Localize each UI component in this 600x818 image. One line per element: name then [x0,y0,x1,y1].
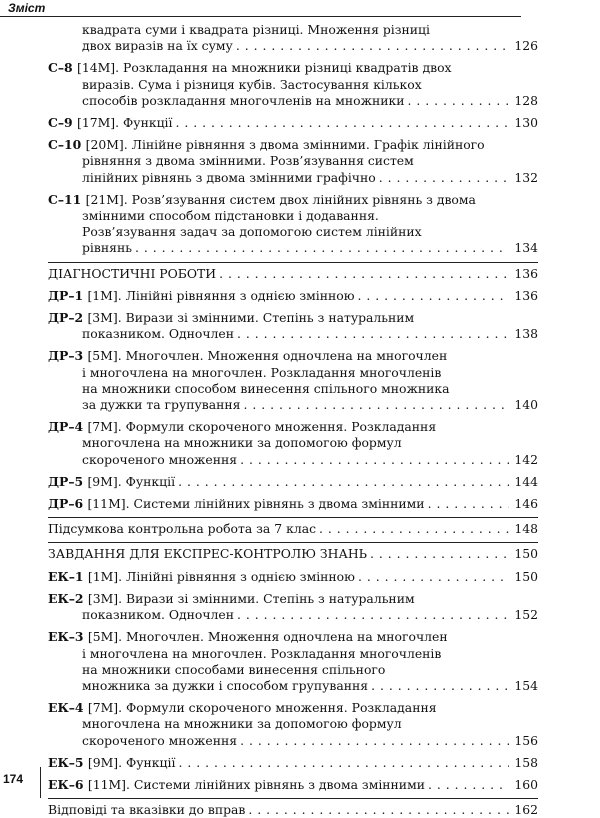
toc-entry-text: показником. Одночлен [82,326,235,342]
toc-entry-line [48,700,538,716]
toc-entry-text: ДР–5 [9М]. Функції [48,473,176,489]
page-number: 174 [3,772,24,786]
toc-page-number: 148 [514,521,538,537]
toc-entry-last-line [48,755,538,771]
leader-dots [240,452,509,468]
section-divider [48,517,538,518]
toc-page-number: 140 [514,397,538,413]
toc-entry-text: [5М]. Многочлен. Множення одночлена на многочлен [87,348,448,364]
toc-entry-last-line [48,170,538,186]
toc-entry-text: ЗАВДАННЯ ДЛЯ ЕКСПРЕС-КОНТРОЛЮ ЗНАНЬ [48,546,367,562]
leader-dots [237,607,509,623]
toc-entry [48,348,538,413]
toc-entry-last-line [48,678,538,694]
toc-entry-text: ДР–6 [11М]. Системи лінійних рівнянь з двома змінними [48,496,425,512]
leader-dots [175,115,509,131]
toc-entry-code: С–9 [48,115,77,131]
toc-page-number: 162 [514,802,538,818]
toc-entry [48,700,538,749]
leader-dots [178,755,509,771]
toc-page-number: 134 [514,240,538,256]
toc-entry-line: змінними способом підстановки і додавання. [82,208,379,224]
toc-page-number: 158 [514,754,538,770]
toc-entry-text: множника за дужки і способом групування [82,677,369,693]
toc-entry-line: виразів. Сума і різниця кубів. Застосування кількох [82,76,422,92]
toc-entry [48,777,538,793]
toc-entry-line [48,419,538,435]
toc-entry [48,115,538,131]
leader-dots [178,474,509,490]
toc-entry-last-line [48,521,538,537]
toc-entry-text: [3М]. Вирази зі змінними. Степінь з натуральним [87,310,415,326]
leader-dots [319,521,509,537]
toc-entry [48,474,538,490]
toc-entry-text: Відповіді та вказівки до вправ [48,802,246,818]
toc-entry-code: С–10 [48,137,86,153]
toc-entry [48,546,538,562]
toc-page-number: 154 [514,677,538,693]
toc-entry-line: Розв’язування задач за допомогою систем лінійних [82,224,422,240]
leader-dots [428,777,509,793]
toc-entry-line [48,629,538,645]
toc-entry-last-line [48,452,538,468]
toc-page-number: 156 [514,732,538,748]
toc-entry-line: многочлена на множники за допомогою формул [82,716,402,732]
toc-entry-last-line [48,38,538,54]
toc-entry-text: скороченого множення [82,732,238,748]
toc-entry-code: ДР–2 [48,310,88,326]
toc-entry-text: [20М]. Лінійне рівняння з двома змінними. Графік лінійного [85,137,485,153]
toc-page-number: 130 [514,115,538,131]
leader-dots [428,496,509,512]
toc-page-number: 128 [514,92,538,108]
toc-entry-line: на множники способом винесення спільного множника [82,380,450,396]
toc-entry-last-line [48,240,538,256]
toc-entry-text: С–9 [17М]. Функції [48,115,173,131]
toc-entry-code: ДР–1 [48,287,88,303]
toc-entry-code: ЕК–6 [48,776,88,792]
toc-entry-line [48,348,538,364]
toc-entry [48,802,538,818]
toc-entry [48,591,538,623]
toc-entry-line [48,591,538,607]
toc-entry-last-line [48,397,538,413]
toc-entry-last-line [48,569,538,585]
leader-dots [236,38,509,54]
toc-entry-text: [5М]. Многочлен. Множення одночлена на многочлен [87,629,448,645]
toc-entry-code: С–11 [48,191,86,207]
leader-dots [237,326,509,342]
toc-entry [48,137,538,186]
toc-entry-line [48,60,538,76]
table-of-contents [48,22,538,818]
section-divider [48,262,538,263]
toc-entry [48,288,538,304]
toc-entry-text: [21М]. Розв’язування систем двох лінійних рівнянь з двома [85,191,476,207]
toc-page-number: 144 [514,473,538,489]
toc-entry-line: рівняння з двома змінними. Розв’язування систем [82,153,414,169]
toc-page-number: 152 [514,607,538,623]
toc-entry-code: ДР–5 [48,473,88,489]
toc-entry [48,419,538,468]
toc-entry-line: многочлена на множники за допомогою формул [82,435,402,451]
leader-dots [248,802,509,818]
toc-page-number: 142 [514,451,538,467]
toc-entry-line [48,310,538,326]
toc-entry-text: двох виразів на їх суму [82,38,233,54]
toc-entry-text: ЕК–1 [1М]. Лінійні рівняння з однією змінною [48,568,355,584]
toc-entry-last-line [48,546,538,562]
leader-dots [408,93,509,109]
toc-page-number: 146 [514,496,538,512]
toc-entry-last-line [48,802,538,818]
toc-entry [48,310,538,342]
toc-entry-code: ДР–3 [48,348,88,364]
toc-entry-last-line [48,266,538,282]
footer-rule [40,767,41,798]
toc-entry-text: ЕК–5 [9М]. Функції [48,754,176,770]
toc-entry-text: скороченого множення [82,451,238,467]
toc-entry-last-line [48,115,538,131]
toc-entry-line: і многочлена на многочлен. Розкладання многочленів [82,645,442,661]
toc-entry-line: на множники способами винесення спільного [82,661,386,677]
leader-dots [370,546,509,562]
toc-entry-line [48,192,538,208]
toc-entry [48,755,538,771]
toc-page-number: 160 [514,776,538,792]
toc-entry-text: [14М]. Розкладання на множники різниці квадратів двох [77,60,452,76]
leader-dots [243,397,509,413]
toc-page-number: 138 [514,326,538,342]
running-head-title: Зміст [8,1,46,15]
toc-entry-code: ЕК–5 [48,754,88,770]
toc-entry [48,266,538,282]
toc-entry [48,192,538,257]
toc-entry-text: показником. Одночлен [82,607,235,623]
leader-dots [379,170,509,186]
toc-entry-text: лінійних рівнянь з двома змінними графічно [82,169,376,185]
toc-entry-last-line [48,607,538,623]
toc-page-number: 132 [514,169,538,185]
toc-entry-last-line [48,474,538,490]
toc-entry-text: Підсумкова контрольна робота за 7 клас [48,521,317,537]
toc-entry-last-line [48,288,538,304]
toc-entry [48,496,538,512]
toc-entry-last-line [48,93,538,109]
toc-entry-code: ДР–6 [48,496,88,512]
header-rule [0,16,521,17]
toc-entry-code: С–8 [48,60,77,76]
toc-entry-text: ДІАГНОСТИЧНІ РОБОТИ [48,265,217,281]
toc-entry-text: [7М]. Формули скороченого множення. Розкладання [87,700,437,716]
toc-page-number: 150 [514,568,538,584]
toc-entry [48,629,538,694]
leader-dots [219,266,509,282]
toc-entry [48,60,538,109]
toc-page-number: 150 [514,546,538,562]
leader-dots [240,733,509,749]
toc-page-number: 136 [514,287,538,303]
section-divider [48,798,538,799]
toc-entry [48,569,538,585]
toc-entry-line [48,137,538,153]
toc-page-number: 136 [514,265,538,281]
toc-entry-text: за дужки та групування [82,397,241,413]
toc-entry-code: ДР–4 [48,419,88,435]
toc-entry [48,521,538,537]
section-divider [48,542,538,543]
leader-dots [135,240,509,256]
toc-entry-last-line [48,777,538,793]
toc-entry-code: ЕК–1 [48,568,88,584]
leader-dots [358,569,509,585]
toc-entry [48,22,538,54]
toc-entry-line: і многочлена на многочлен. Розкладання многочленів [82,364,442,380]
toc-entry-code: ЕК–4 [48,700,88,716]
toc-entry-code: ЕК–2 [48,590,88,606]
toc-entry-last-line [48,326,538,342]
toc-entry-last-line [48,496,538,512]
toc-entry-text: [3М]. Вирази зі змінними. Степінь з натуральним [87,590,415,606]
toc-entry-code: ЕК–3 [48,629,88,645]
toc-entry-text: способів розкладання многочленів на множники [82,92,405,108]
toc-entry-line: квадрата суми і квадрата різниці. Множення різниці [82,22,430,37]
toc-entry-last-line [48,733,538,749]
toc-entry-text: ЕК–6 [11М]. Системи лінійних рівнянь з двома змінними [48,776,425,792]
toc-entry-text: рівнянь [82,240,132,256]
toc-page-number: 126 [514,38,538,54]
toc-entry-text: ДР–1 [1М]. Лінійні рівняння з однією змінною [48,287,355,303]
leader-dots [358,288,509,304]
toc-entry-text: [7М]. Формули скороченого множення. Розкладання [87,419,437,435]
leader-dots [371,678,509,694]
